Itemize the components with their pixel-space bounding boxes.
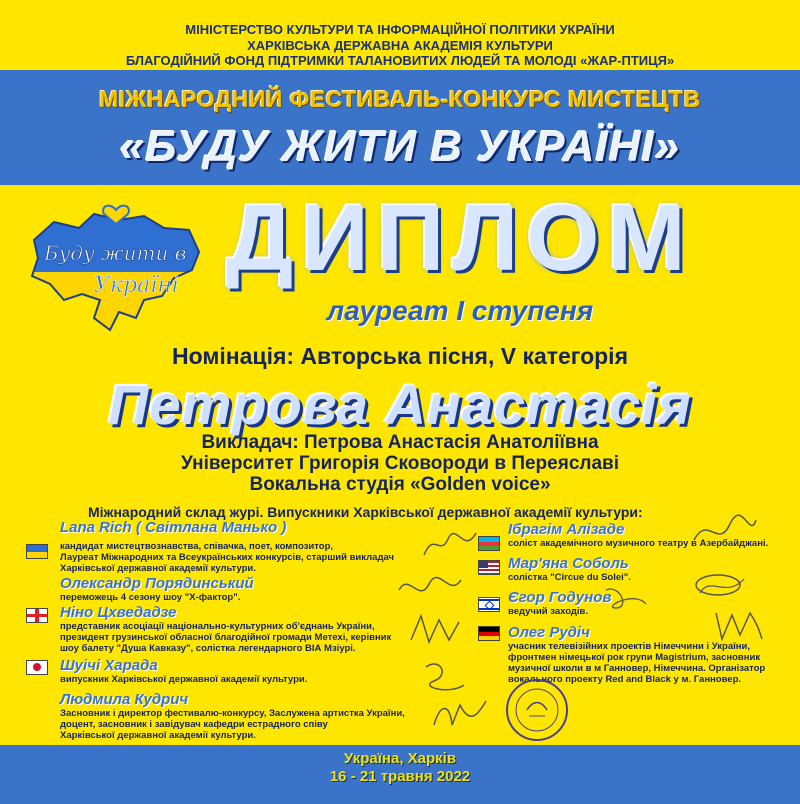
festival-title: МІЖНАРОДНИЙ ФЕСТИВАЛЬ-КОНКУРС МИСТЕЦТВ bbox=[99, 86, 701, 112]
juror-name: Ніно Цхведадзе bbox=[60, 604, 177, 621]
jury-heading: Міжнародний склад журі. Випускники Харківської державної академії культури: bbox=[88, 504, 643, 520]
germany-flag-icon bbox=[478, 626, 500, 641]
juror-kudrych bbox=[60, 692, 405, 741]
university-line: Університет Григорія Сковороди в Переяславі bbox=[181, 453, 619, 474]
signature-3 bbox=[405, 610, 465, 650]
juror-name: Людмила Кудрич bbox=[60, 691, 189, 708]
juror-desc-line: Засновник і директор фестивалю-конкурсу, Заслужена артистка України, bbox=[60, 708, 405, 719]
juror-lana-rich bbox=[60, 520, 286, 536]
juror-desc-line: ведучий заходів. bbox=[508, 606, 589, 617]
juror-desc-line: шоу балету "Душа Кавказу", солістка легендарного ВІА Мзіурі. bbox=[60, 643, 356, 654]
azerbaijan-flag-icon bbox=[478, 536, 500, 551]
nomination: Номінація: Авторська пісня, V категорія bbox=[171, 343, 628, 369]
juror-desc-line: солістка "Circue du Solei". bbox=[508, 572, 631, 583]
juror-name: Мар'яна Соболь bbox=[508, 555, 629, 572]
ukraine-flag-icon bbox=[26, 544, 48, 559]
juror-desc-line: переможець 4 сезону шоу "Х-фактор". bbox=[60, 592, 241, 603]
juror-desc-line: вокального проекту Red and Black у м. Ганновер. bbox=[508, 674, 742, 685]
japan-flag-icon bbox=[26, 660, 48, 675]
foundation-stamp bbox=[505, 678, 569, 742]
academy-heading: ХАРКІВСЬКА ДЕРЖАВНА АКАДЕМІЯ КУЛЬТУРИ bbox=[247, 38, 553, 53]
georgia-flag-icon bbox=[26, 608, 48, 623]
juror-name: Олег Рудіч bbox=[508, 624, 590, 641]
juror-name: Єгор Годунов bbox=[508, 589, 612, 606]
teacher-line: Викладач: Петрова Анастасія Анатоліївна bbox=[201, 432, 599, 453]
festival-name: «БУДУ ЖИТИ В УКРАЇНІ» bbox=[119, 122, 681, 171]
juror-harada bbox=[60, 658, 307, 685]
laureate-degree: лауреат І ступеня bbox=[326, 295, 594, 326]
event-place: Україна, Харків bbox=[343, 750, 457, 767]
israel-flag-icon bbox=[478, 597, 500, 612]
signature-6 bbox=[690, 510, 760, 555]
signature-5 bbox=[430, 695, 490, 735]
recipient-name: Петрова Анастасія bbox=[108, 373, 692, 436]
logo-line1: Буду жити в bbox=[44, 241, 187, 265]
event-dates: 16 - 21 травня 2022 bbox=[329, 768, 471, 785]
signature-8 bbox=[710, 605, 765, 645]
studio-line: Вокальна студія «Golden voice» bbox=[249, 474, 551, 495]
juror-desc-line: Харківської державної академії культури. bbox=[60, 730, 256, 741]
juror-name: Шуічі Харада bbox=[60, 657, 158, 674]
ministry-heading: МІНІСТЕРСТВО КУЛЬТУРИ ТА ІНФОРМАЦІЙНОЇ ПОЛІТИКИ УКРАЇНИ bbox=[185, 22, 615, 37]
juror-name: Ібрагім Алізаде bbox=[508, 521, 625, 538]
logo-line2: Україні bbox=[94, 273, 179, 298]
juror-desc-line: соліст академічного музичного театру в Азербайджані. bbox=[508, 538, 769, 549]
juror-poriadynskyi bbox=[60, 576, 254, 603]
signature-2 bbox=[395, 568, 465, 608]
juror-desc-line: фронтмен німецької рок групи Magistrium, засновник bbox=[508, 652, 761, 663]
juror-desc-line: кандидат мистецтвознавства, співачка, поет, композитор, bbox=[60, 541, 334, 552]
usa-flag-icon bbox=[478, 560, 500, 575]
juror-desc-line: президент грузинської обласної благодійної громади Метехі, керівник bbox=[60, 632, 392, 643]
juror-sobol bbox=[508, 556, 631, 583]
foundation-heading: БЛАГОДІЙНИЙ ФОНД ПІДТРИМКИ ТАЛАНОВИТИХ ЛЮДЕЙ ТА МОЛОДІ «ЖАР-ПТИЦЯ» bbox=[125, 53, 675, 68]
juror-godunov bbox=[508, 590, 611, 617]
juror-name: Lana Rich ( Світлана Манько ) bbox=[60, 519, 287, 536]
diploma-title: ДИПЛОМ bbox=[226, 185, 694, 290]
signature-1 bbox=[420, 525, 480, 565]
juror-desc-line: музичної школи в м Ганновер, Німеччина. Організатор bbox=[508, 663, 766, 674]
juror-desc-line: учасник телевізійних проектів Німеччини і України, bbox=[508, 641, 751, 652]
juror-desc-line: представник асоціації національно-культурних об'єднань України, bbox=[60, 621, 375, 632]
juror-desc-line: випускник Харківської державної академії культури. bbox=[60, 674, 308, 685]
signature-9 bbox=[600, 580, 650, 615]
juror-desc-line: доцент, засновник і завідувач кафедри естрадного співу bbox=[60, 719, 328, 730]
juror-name: Олександр Порядинський bbox=[60, 575, 254, 592]
juror-desc-block bbox=[60, 541, 394, 574]
signature-7 bbox=[690, 565, 750, 605]
juror-nino bbox=[60, 605, 391, 654]
juror-desc-line: Лауреат Міжнародних та Всеукраїнських конкурсів, старший викладач bbox=[60, 552, 395, 563]
signature-4 bbox=[420, 655, 470, 700]
juror-desc-line: Харківської державної академії культури. bbox=[60, 563, 256, 574]
